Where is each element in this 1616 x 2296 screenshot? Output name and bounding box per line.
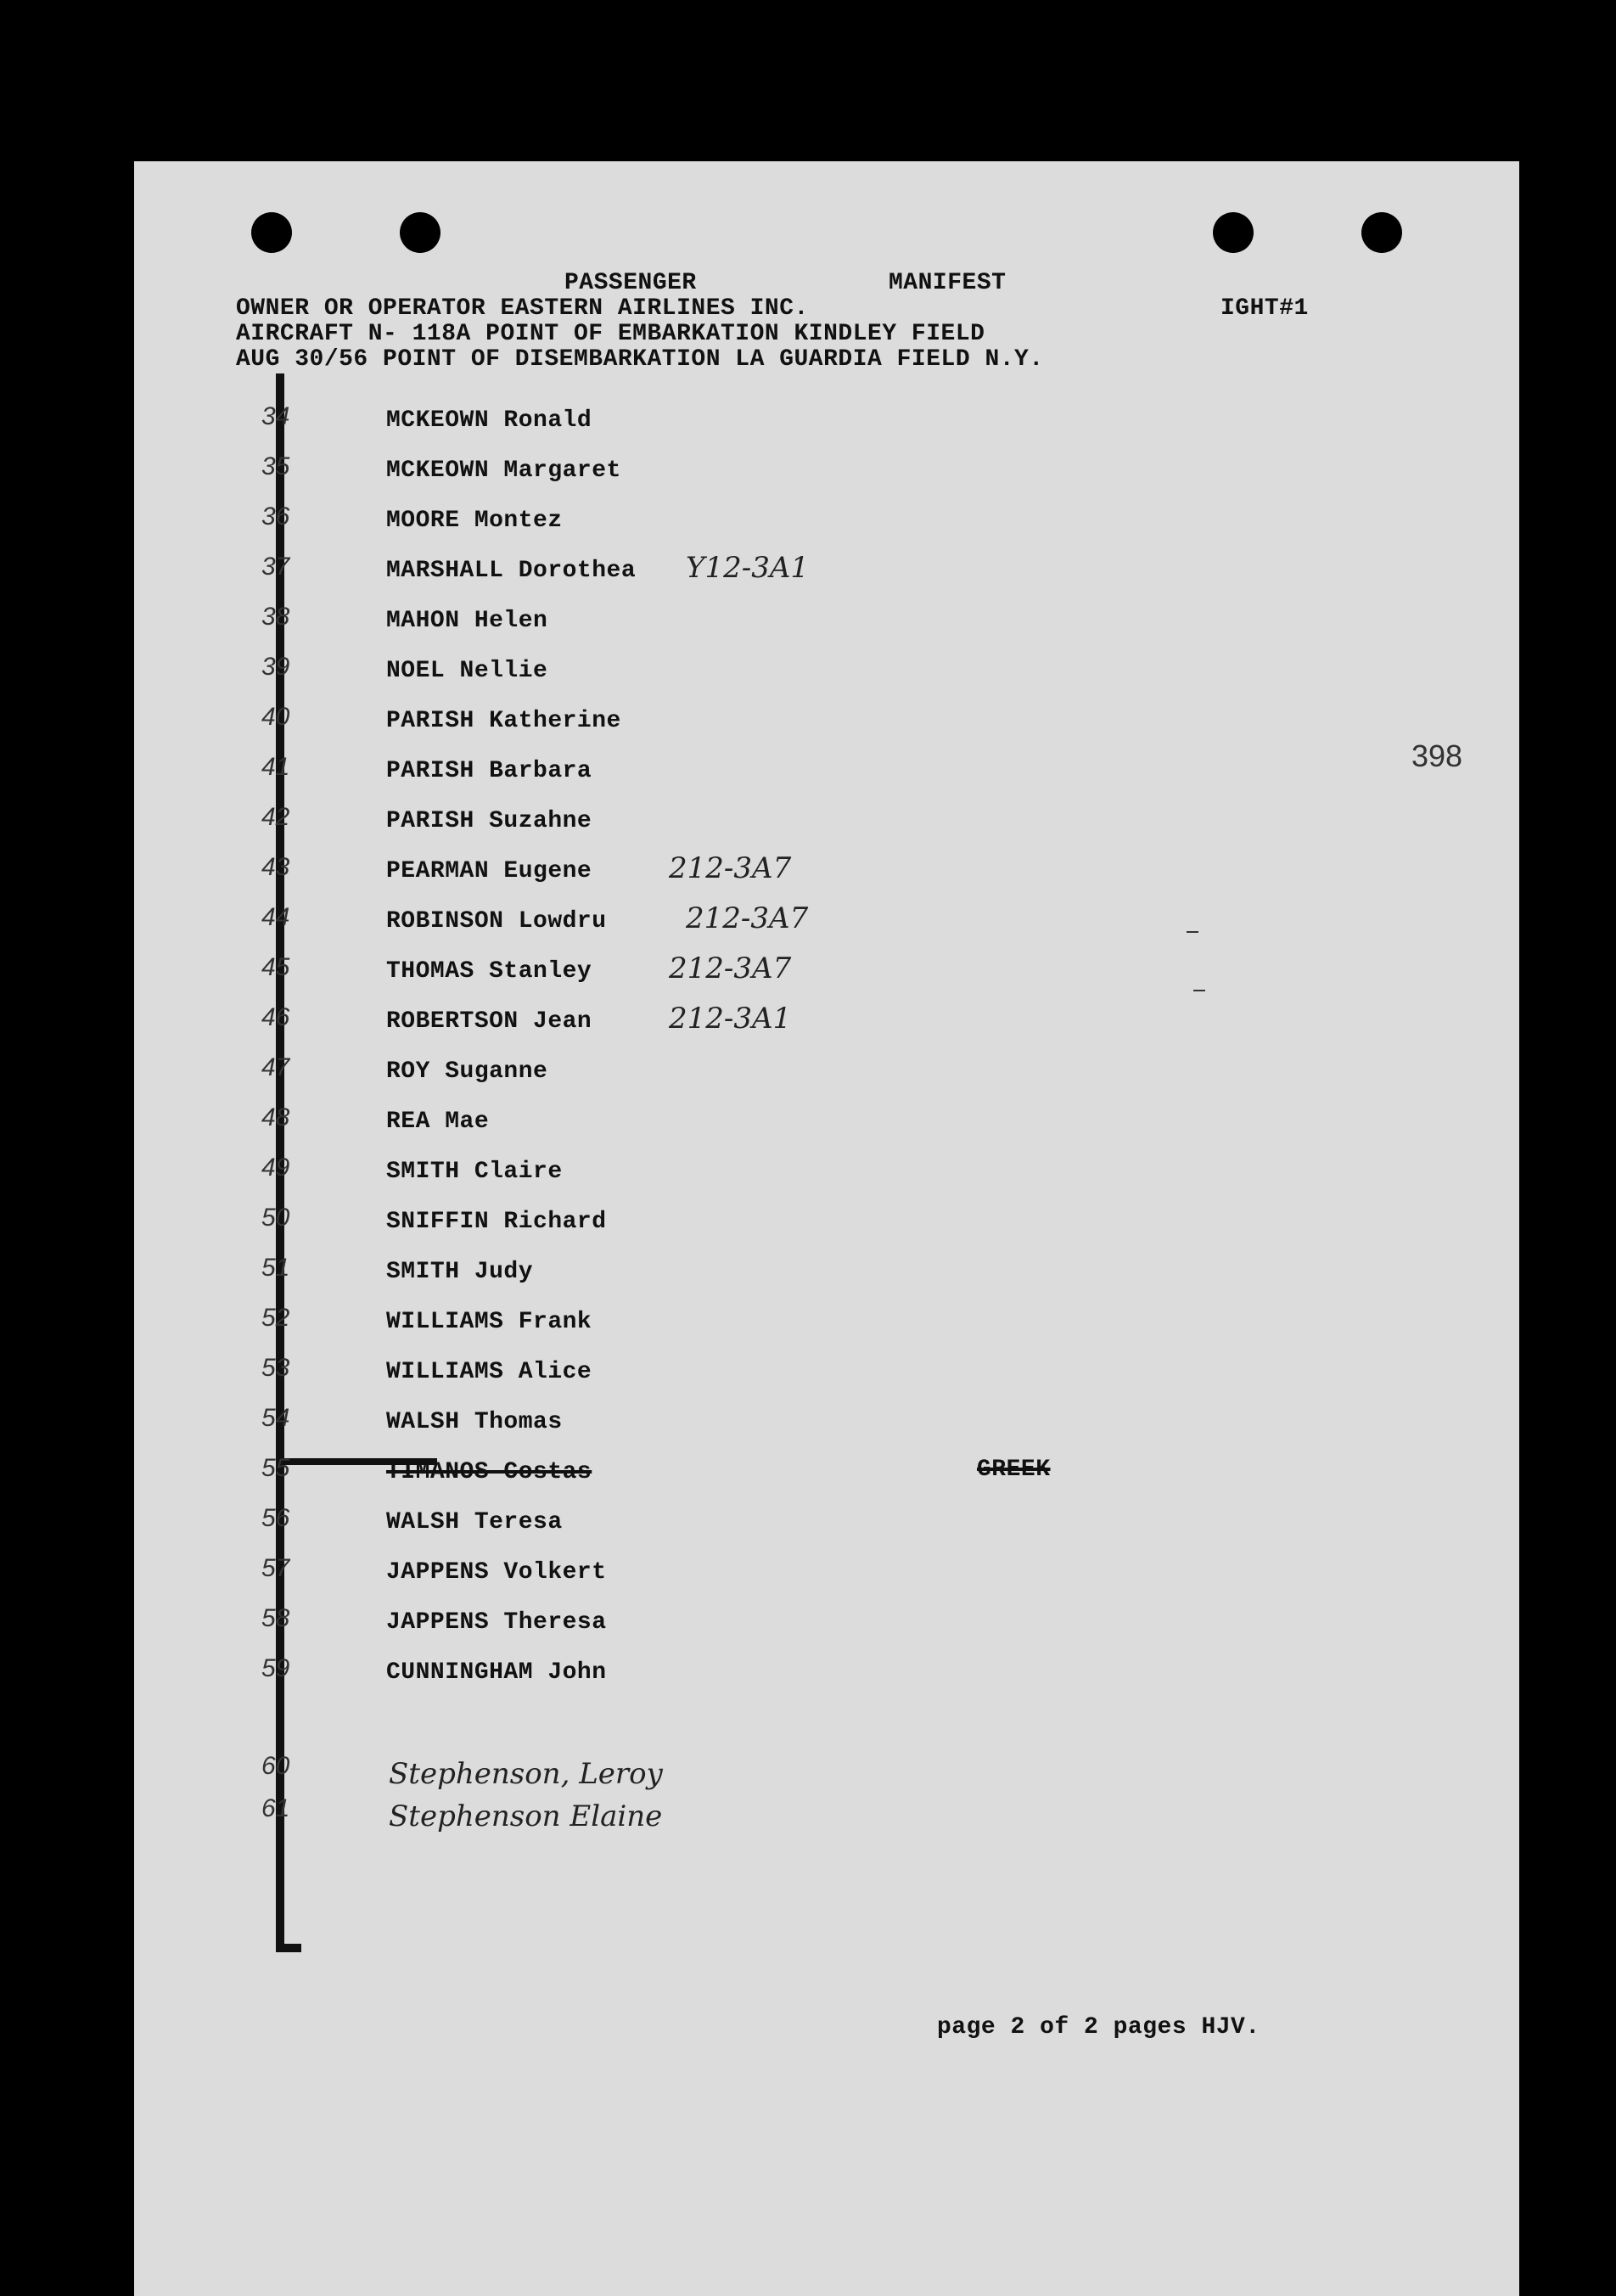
passenger-name: PEARMAN Eugene xyxy=(386,858,592,884)
passenger-number: 59 xyxy=(261,1654,290,1682)
passenger-name: SMITH Claire xyxy=(386,1159,563,1185)
passenger-name: PARISH Barbara xyxy=(386,758,592,784)
passenger-number: 42 xyxy=(261,803,290,831)
passenger-name: MARSHALL Dorothea xyxy=(386,558,637,584)
passenger-number: 54 xyxy=(261,1404,290,1432)
passenger-name: SNIFFIN Richard xyxy=(386,1209,607,1235)
passenger-name: Stephenson, Leroy xyxy=(389,1757,663,1791)
passenger-number: 57 xyxy=(261,1554,290,1582)
passenger-number: 35 xyxy=(261,452,290,480)
passenger-number: 41 xyxy=(261,753,290,781)
passenger-note: 212-3A1 xyxy=(669,1002,792,1036)
passenger-note: 212-3A7 xyxy=(686,901,809,935)
passenger-name: WALSH Teresa xyxy=(386,1509,563,1535)
passenger-name: PARISH Suzahne xyxy=(386,808,592,834)
header-passenger: PASSENGER xyxy=(564,270,697,296)
aircraft-line: AIRCRAFT N- 118A POINT OF EMBARKATION KINDLEY FIELD xyxy=(236,321,985,347)
passenger-number: 37 xyxy=(261,553,290,581)
passenger-number: 49 xyxy=(261,1154,290,1182)
page-footer: page 2 of 2 pages HJV. xyxy=(937,2014,1260,2041)
punch-hole xyxy=(251,212,292,253)
date-line: AUG 30/56 POINT OF DISEMBARKATION LA GUARDIA FIELD N.Y. xyxy=(236,346,1044,373)
margin-number: 398 xyxy=(1411,738,1463,773)
passenger-name: Stephenson Elaine xyxy=(389,1799,663,1833)
passenger-number: 55 xyxy=(261,1454,290,1482)
header-manifest: MANIFEST xyxy=(889,270,1007,296)
passenger-number: 36 xyxy=(261,502,290,530)
passenger-note: Y12-3A1 xyxy=(686,551,810,585)
passenger-name: THOMAS Stanley xyxy=(386,958,592,985)
punch-hole xyxy=(1213,212,1254,253)
punch-hole xyxy=(1361,212,1402,253)
passenger-name: ROBINSON Lowdru xyxy=(386,908,607,935)
passenger-number: 43 xyxy=(261,853,290,881)
passenger-name: PARISH Katherine xyxy=(386,708,621,734)
owner-line: OWNER OR OPERATOR EASTERN AIRLINES INC. xyxy=(236,295,809,322)
passenger-name: MCKEOWN Margaret xyxy=(386,458,621,484)
passenger-number: 34 xyxy=(261,402,290,430)
passenger-name: TIMANOS Costas xyxy=(386,1459,592,1485)
passenger-name: JAPPENS Volkert xyxy=(386,1559,607,1586)
punch-hole xyxy=(400,212,440,253)
passenger-note: 212-3A7 xyxy=(669,952,792,985)
passenger-name: NOEL Nellie xyxy=(386,658,548,684)
passenger-number: 51 xyxy=(261,1254,290,1282)
flight-number: IGHT#1 xyxy=(1220,295,1309,322)
passenger-number: 52 xyxy=(261,1304,290,1332)
passenger-number: 56 xyxy=(261,1504,290,1532)
passenger-name: WILLIAMS Frank xyxy=(386,1309,592,1335)
bracket-foot xyxy=(276,1944,301,1952)
passenger-note: 212-3A7 xyxy=(669,851,792,885)
passenger-number: 45 xyxy=(261,953,290,981)
passenger-name: MCKEOWN Ronald xyxy=(386,407,592,434)
passenger-name: WILLIAMS Alice xyxy=(386,1359,592,1385)
passenger-number: 50 xyxy=(261,1204,290,1232)
passenger-name: SMITH Judy xyxy=(386,1259,534,1285)
passenger-name: ROY Suganne xyxy=(386,1058,548,1085)
passenger-name: JAPPENS Theresa xyxy=(386,1609,607,1636)
passenger-number: 38 xyxy=(261,603,290,631)
passenger-number: 58 xyxy=(261,1604,290,1632)
passenger-number: 60 xyxy=(261,1752,290,1780)
passenger-name: MOORE Montez xyxy=(386,508,563,534)
passenger-number: 46 xyxy=(261,1003,290,1031)
passenger-number: 53 xyxy=(261,1354,290,1382)
passenger-name: WALSH Thomas xyxy=(386,1409,563,1435)
struck-nationality: GREEK xyxy=(977,1457,1051,1483)
passenger-number: 61 xyxy=(261,1794,290,1822)
manifest-page xyxy=(134,161,1519,2296)
passenger-number: 40 xyxy=(261,703,290,731)
passenger-number: 44 xyxy=(261,903,290,931)
dash-mark xyxy=(1187,931,1198,933)
passenger-name: REA Mae xyxy=(386,1109,490,1135)
passenger-number: 48 xyxy=(261,1103,290,1131)
dash-mark xyxy=(1193,990,1205,991)
passenger-name: ROBERTSON Jean xyxy=(386,1008,592,1035)
passenger-number: 47 xyxy=(261,1053,290,1081)
passenger-name: CUNNINGHAM John xyxy=(386,1659,607,1686)
passenger-name: MAHON Helen xyxy=(386,608,548,634)
passenger-number: 39 xyxy=(261,653,290,681)
